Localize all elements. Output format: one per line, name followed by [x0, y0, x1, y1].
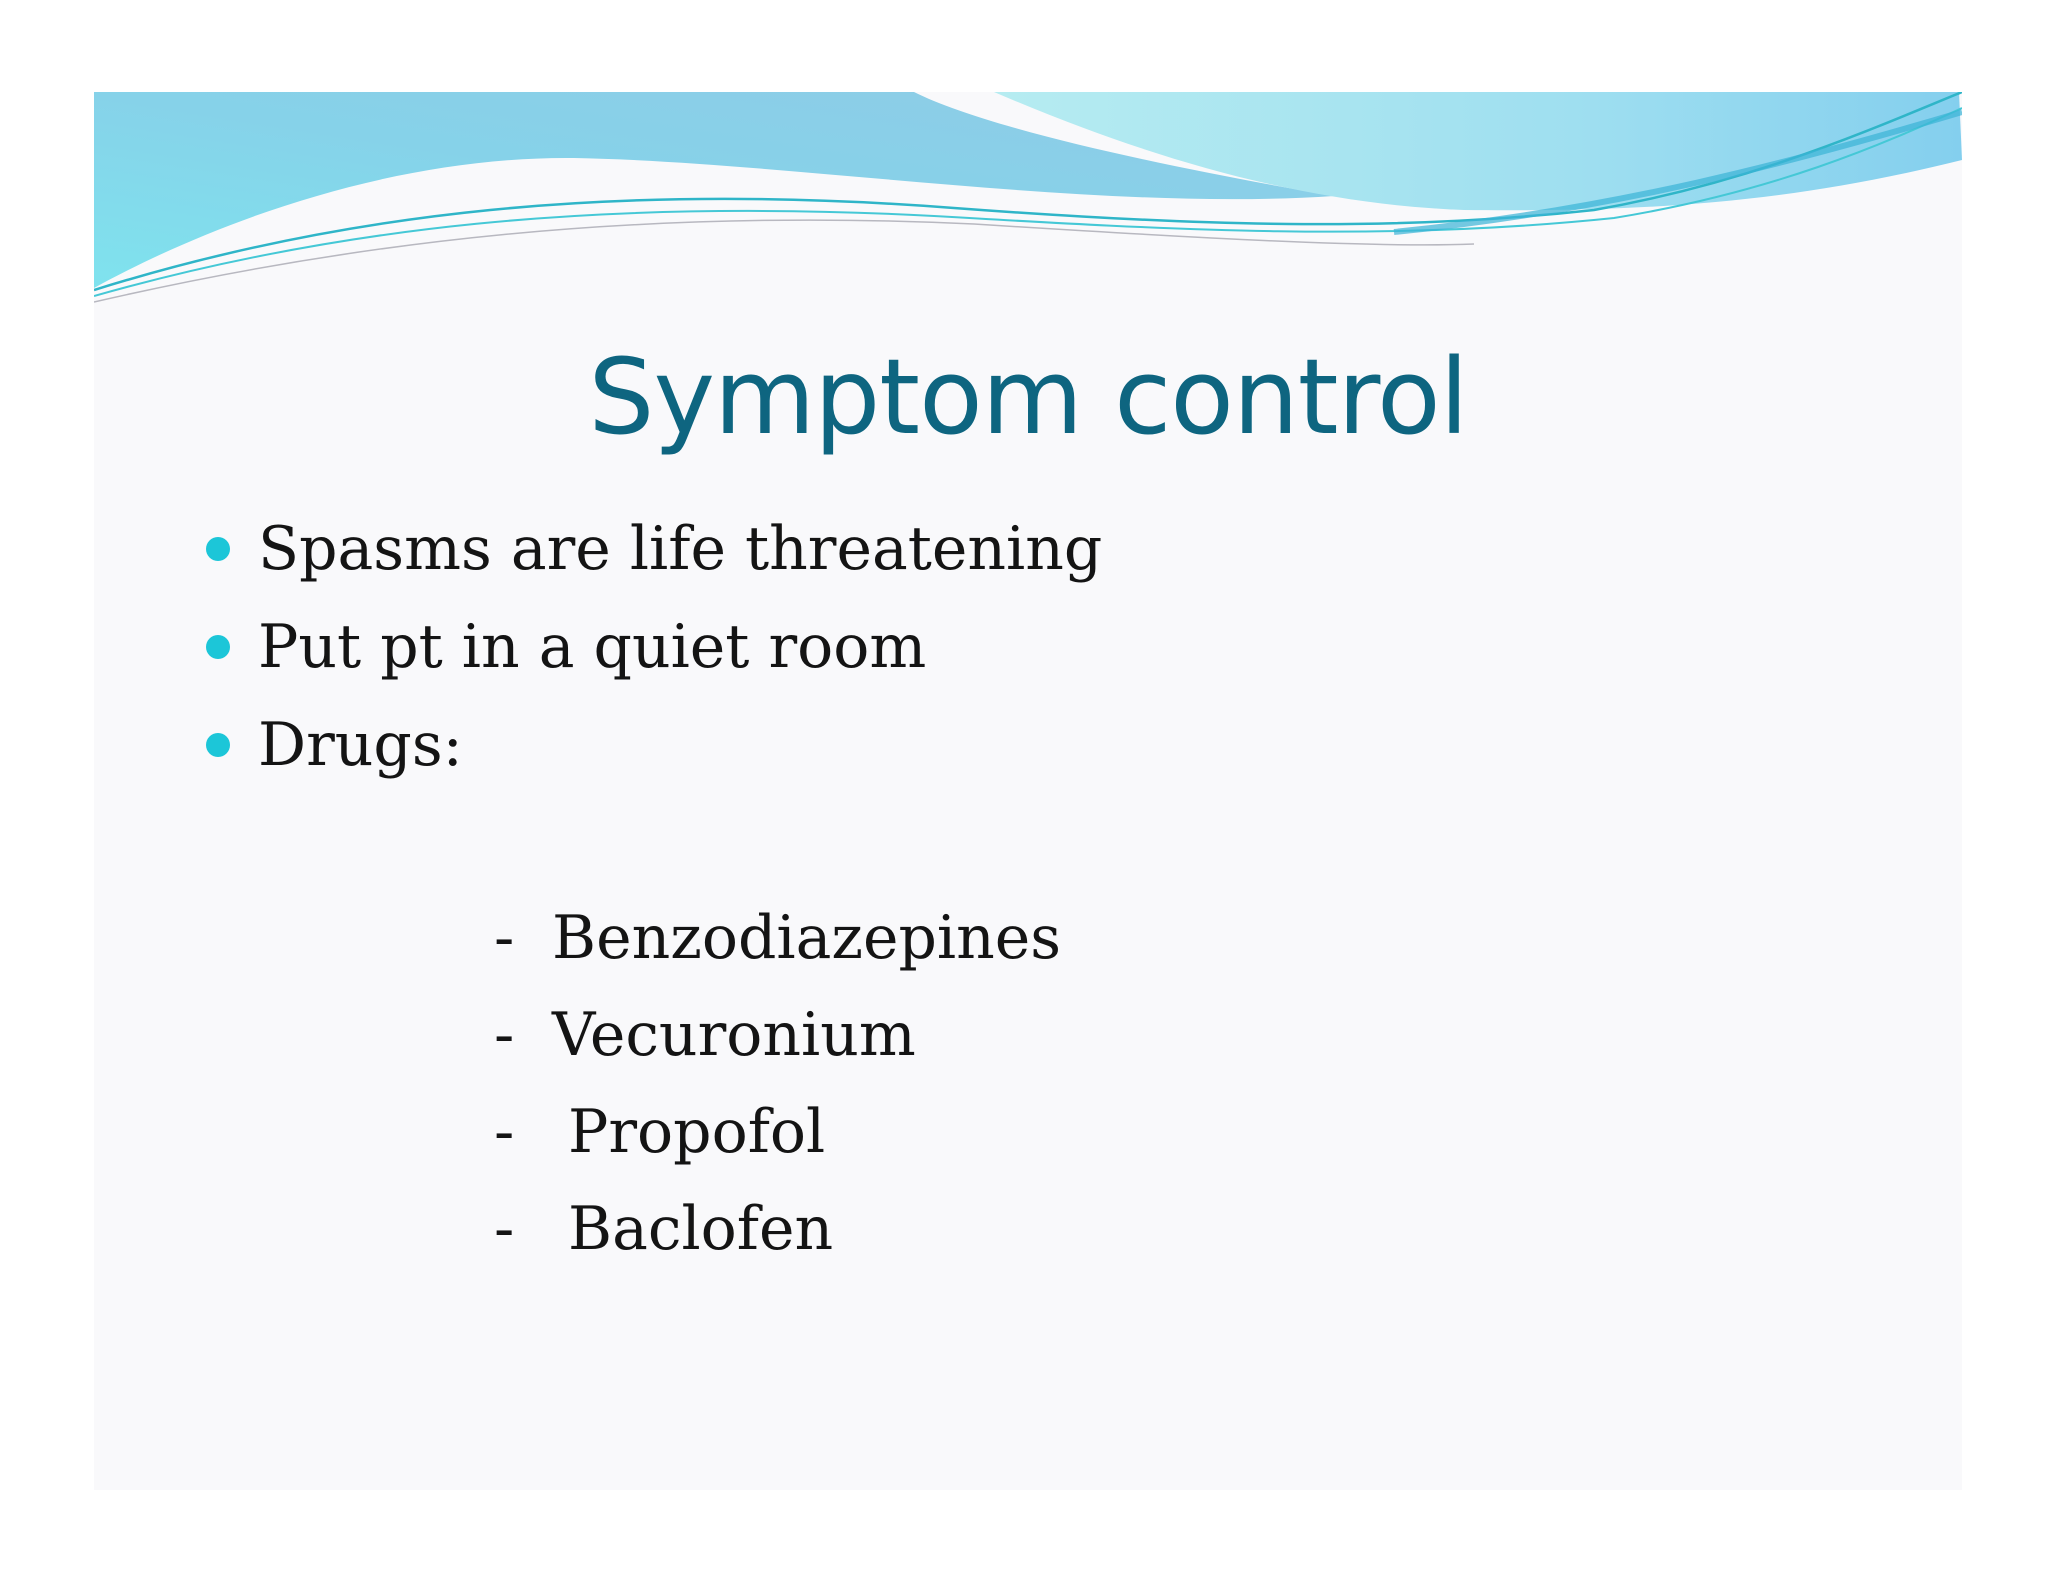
drug-item	[494, 1084, 1061, 1181]
drug-name: Baclofen	[568, 1194, 834, 1264]
bullet-list	[206, 500, 1102, 794]
slide	[94, 92, 1962, 1490]
drug-name: Vecuronium	[552, 1000, 916, 1070]
bullet-text: Put pt in a quiet room	[258, 612, 927, 682]
wave-line-3	[94, 220, 1474, 302]
dash-marker: -	[494, 1097, 515, 1167]
dash-marker: -	[494, 903, 515, 973]
bullet-text: Spasms are life threatening	[258, 514, 1103, 584]
bullet-dot-icon	[206, 635, 230, 659]
drug-item	[494, 987, 1061, 1084]
drug-name: Benzodiazepines	[552, 903, 1062, 973]
bullet-item	[206, 696, 1102, 794]
bullet-item	[206, 500, 1102, 598]
bullet-dot-icon	[206, 537, 230, 561]
wave-banner	[94, 92, 1962, 322]
drug-item	[494, 1181, 1061, 1278]
drug-name: Propofol	[568, 1097, 826, 1167]
bullet-text: Drugs:	[258, 710, 463, 780]
bullet-dot-icon	[206, 733, 230, 757]
dash-marker: -	[494, 1000, 515, 1070]
drug-item	[494, 890, 1061, 987]
slide-title: Symptom control	[588, 336, 1468, 458]
dash-marker: -	[494, 1194, 515, 1264]
drug-list	[494, 890, 1061, 1278]
bullet-item	[206, 598, 1102, 696]
